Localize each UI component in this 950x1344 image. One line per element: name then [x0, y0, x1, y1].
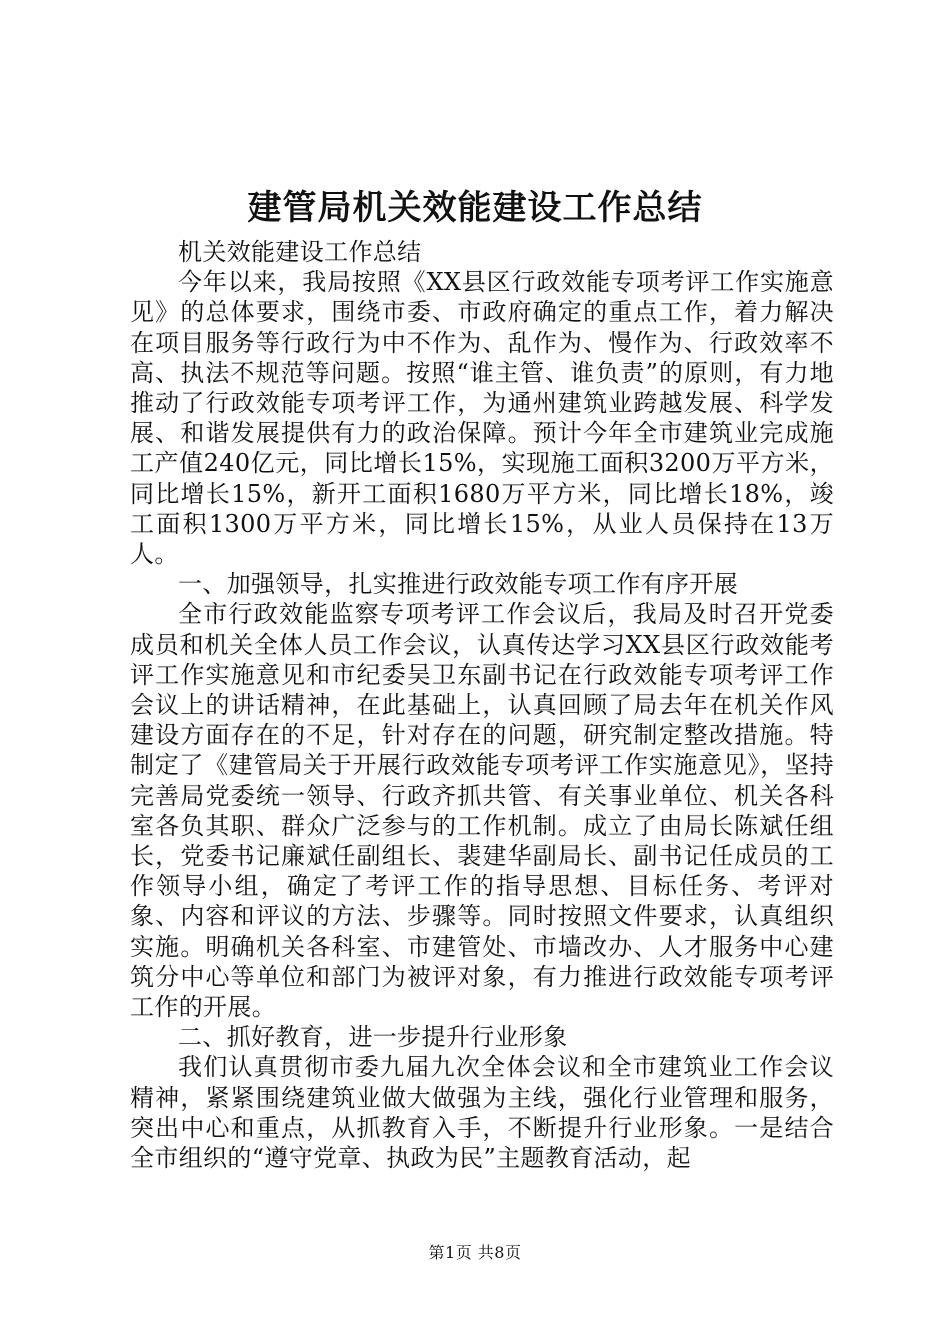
subtitle-paragraph: 机关效能建设工作总结 — [178, 238, 422, 266]
document-title: 建管局机关效能建设工作总结 — [247, 188, 703, 228]
document-body — [130, 237, 834, 1173]
page-number-footer: 第1页 共8页 — [428, 1243, 522, 1262]
section-heading-2: 二、抓好教育，进一步提升行业形象 — [178, 1023, 568, 1052]
section-2-paragraph: 我们认真贯彻市委九届九次全体会议和全市建筑业工作会议精神，紧紧围绕建筑业做大做强为主线，强化行业管理和服务，突出中心和重点，从抓教育入手，不断提升行业形象。一是结合全市组织的“遵守党章、执政为民”主题教育活动，起 — [130, 1053, 834, 1173]
section-1-paragraph: 全市行政效能监察专项考评工作会议后，我局及时召开党委成员和机关全体人员工作会议，认真传达学习XX县区行政效能考评工作实施意见和市纪委吴卫东副书记在行政效能专项考评工作会议上的讲话精神，在此基础上，认真回顾了局去年在机关作风建设方面存在的不足，针对存在的问题，研究制定整改措施。特制定了《建管局关于开展行政效能专项考评工作实施意见》，坚持完善局党委统一领导、行政齐抓共管、有关事业单位、机关各科室各负其职、群众广泛参与的工作机制。成立了由局长陈斌任组长，党委书记廉斌任副组长、裴建华副局长、副书记任成员的工作领导小组，确定了考评工作的指导思想、目标任务、考评对象、内容和评议的方法、步骤等。同时按照文件要求，认真组织实施。明确机关各科室、市建管处、市墙改办、人才服务中心建筑分中心等单位和部门为被评对象，有力推进行政效能专项考评工作的开展。 — [130, 600, 834, 1022]
section-heading-1: 一、加强领导，扎实推进行政效能专项工作有序开展 — [178, 570, 739, 599]
intro-paragraph: 今年以来，我局按照《XX县区行政效能专项考评工作实施意见》的总体要求，围绕市委、市政府确定的重点工作，着力解决在项目服务等行政行为中不作为、乱作为、慢作为、行政效率不高、执法不规范等问题。按照“谁主管、谁负责”的原则，有力地推动了行政效能专项考评工作，为通州建筑业跨越发展、科学发展、和谐发展提供有力的政治保障。预计今年全市建筑业完成施工产值240亿元，同比增长15%，实现施工面积3200万平方米，同比增长15%，新开工面积1680万平方米，同比增长18%，竣工面积1300万平方米，同比增长15%，从业人员保持在13万人。 — [130, 268, 834, 569]
